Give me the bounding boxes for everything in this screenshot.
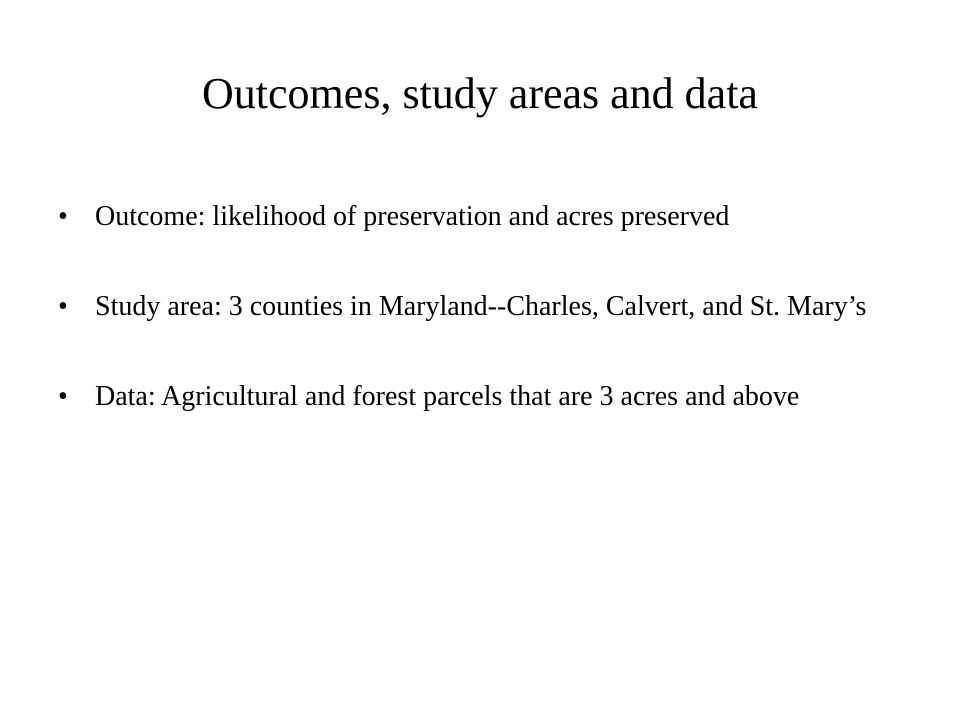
bullet-icon: • [58,381,68,412]
bullet-list [58,200,888,414]
bullet-text: Data: Agricultural and forest parcels that are 3 acres and above [95,381,800,412]
bullet-text: Outcome: likelihood of preservation and acres preserved [95,201,730,232]
slide-title: Outcomes, study areas and data [202,69,758,118]
bullet-icon: • [58,201,68,232]
bullet-text: Study area: 3 counties in Maryland--Charles, Calvert, and St. Mary’s [95,291,867,322]
bullet-icon: • [58,291,68,322]
bullet-item-outcome [58,200,888,234]
bullet-item-data [58,380,888,414]
bullet-item-study-area [58,290,888,324]
